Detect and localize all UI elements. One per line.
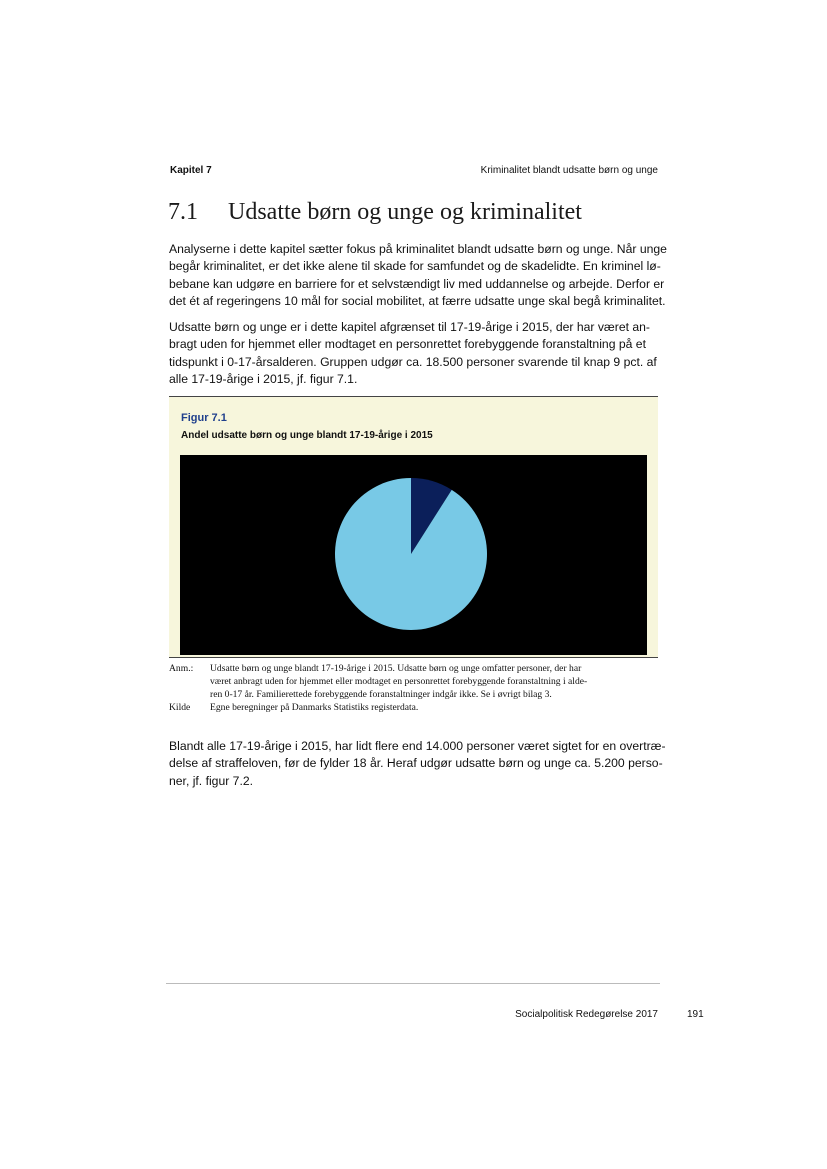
- footer-publication: Socialpolitisk Redegørelse 2017: [515, 1009, 658, 1020]
- paragraph-line: bebane kan udgøre en barriere for et selvstændigt liv med uddannelse og arbejde. Derfor er: [169, 276, 665, 291]
- note-anm-text: [210, 662, 587, 701]
- footer-divider: [166, 983, 660, 984]
- pie-slice-1: [335, 478, 487, 630]
- figure-notes: [169, 662, 659, 714]
- note-kilde-text: Egne beregninger på Danmarks Statistiks registerdata.: [210, 702, 419, 713]
- paragraph-line: Udsatte børn og unge er i dette kapitel afgrænset til 17-19-årige i 2015, der har været an-: [169, 320, 650, 334]
- note-line: Udsatte børn og unge blandt 17-19-årige i 2015. Udsatte børn og unge omfatter personer, der har: [210, 663, 582, 674]
- paragraph-definition: [169, 319, 659, 389]
- note-anm: [169, 662, 659, 701]
- section-title: Udsatte børn og unge og kriminalitet: [228, 199, 582, 225]
- note-anm-key: Anm.:: [169, 663, 194, 674]
- paragraph-line: Analyserne i dette kapitel sætter fokus på kriminalitet blandt udsatte børn og unge. Når unge: [169, 242, 667, 256]
- note-line: været anbragt uden for hjemmet eller modtaget en personrettet forebyggende foranstaltning i alde-: [210, 676, 588, 687]
- paragraph-line: delse af straffeloven, før de fylder 18 år. Heraf udgør udsatte børn og unge ca. 5.200 perso-: [169, 756, 663, 771]
- paragraph-line: bragt uden for hjemmet eller modtaget en personrettet forebyggende foranstaltning på et: [169, 337, 646, 352]
- section-heading: [168, 199, 582, 226]
- pie-chart-area: [180, 455, 647, 655]
- paragraph-line: tidspunkt i 0-17-årsalderen. Gruppen udgør ca. 18.500 personer svarende til knap 9 pct. af: [169, 354, 657, 369]
- paragraph-line: Blandt alle 17-19-årige i 2015, har lidt flere end 14.000 personer været sigtet for en overtræ-: [169, 739, 666, 753]
- note-kilde-key: Kilde: [169, 702, 191, 713]
- page-number: 191: [687, 1009, 704, 1020]
- pie-chart: [180, 455, 647, 655]
- note-kilde: [169, 701, 659, 714]
- paragraph-line: begår kriminalitet, er det ikke alene til skade for samfundet og de skadelidte. En kriminel lø-: [169, 259, 661, 274]
- paragraph-line: det ét af regeringens 10 mål for social mobilitet, at færre udsatte unge skal begå kriminalitet.: [169, 294, 666, 309]
- paragraph-line: alle 17-19-årige i 2015, jf. figur 7.1.: [169, 372, 358, 387]
- running-header-chapter: Kapitel 7: [170, 165, 212, 176]
- figure-title: Andel udsatte børn og unge blandt 17-19-årige i 2015: [181, 430, 433, 441]
- figure-label: Figur 7.1: [181, 412, 227, 424]
- paragraph-followup: [169, 738, 666, 790]
- section-number: 7.1: [168, 199, 198, 225]
- figure-box: [169, 396, 658, 658]
- running-header-title: Kriminalitet blandt udsatte børn og unge: [480, 165, 658, 176]
- paragraph-intro: [169, 241, 667, 311]
- note-line: ren 0-17 år. Familierettede forebyggende foranstaltninger indgår ikke. Se i øvrigt bilag 3.: [210, 689, 552, 700]
- paragraph-line: ner, jf. figur 7.2.: [169, 773, 254, 788]
